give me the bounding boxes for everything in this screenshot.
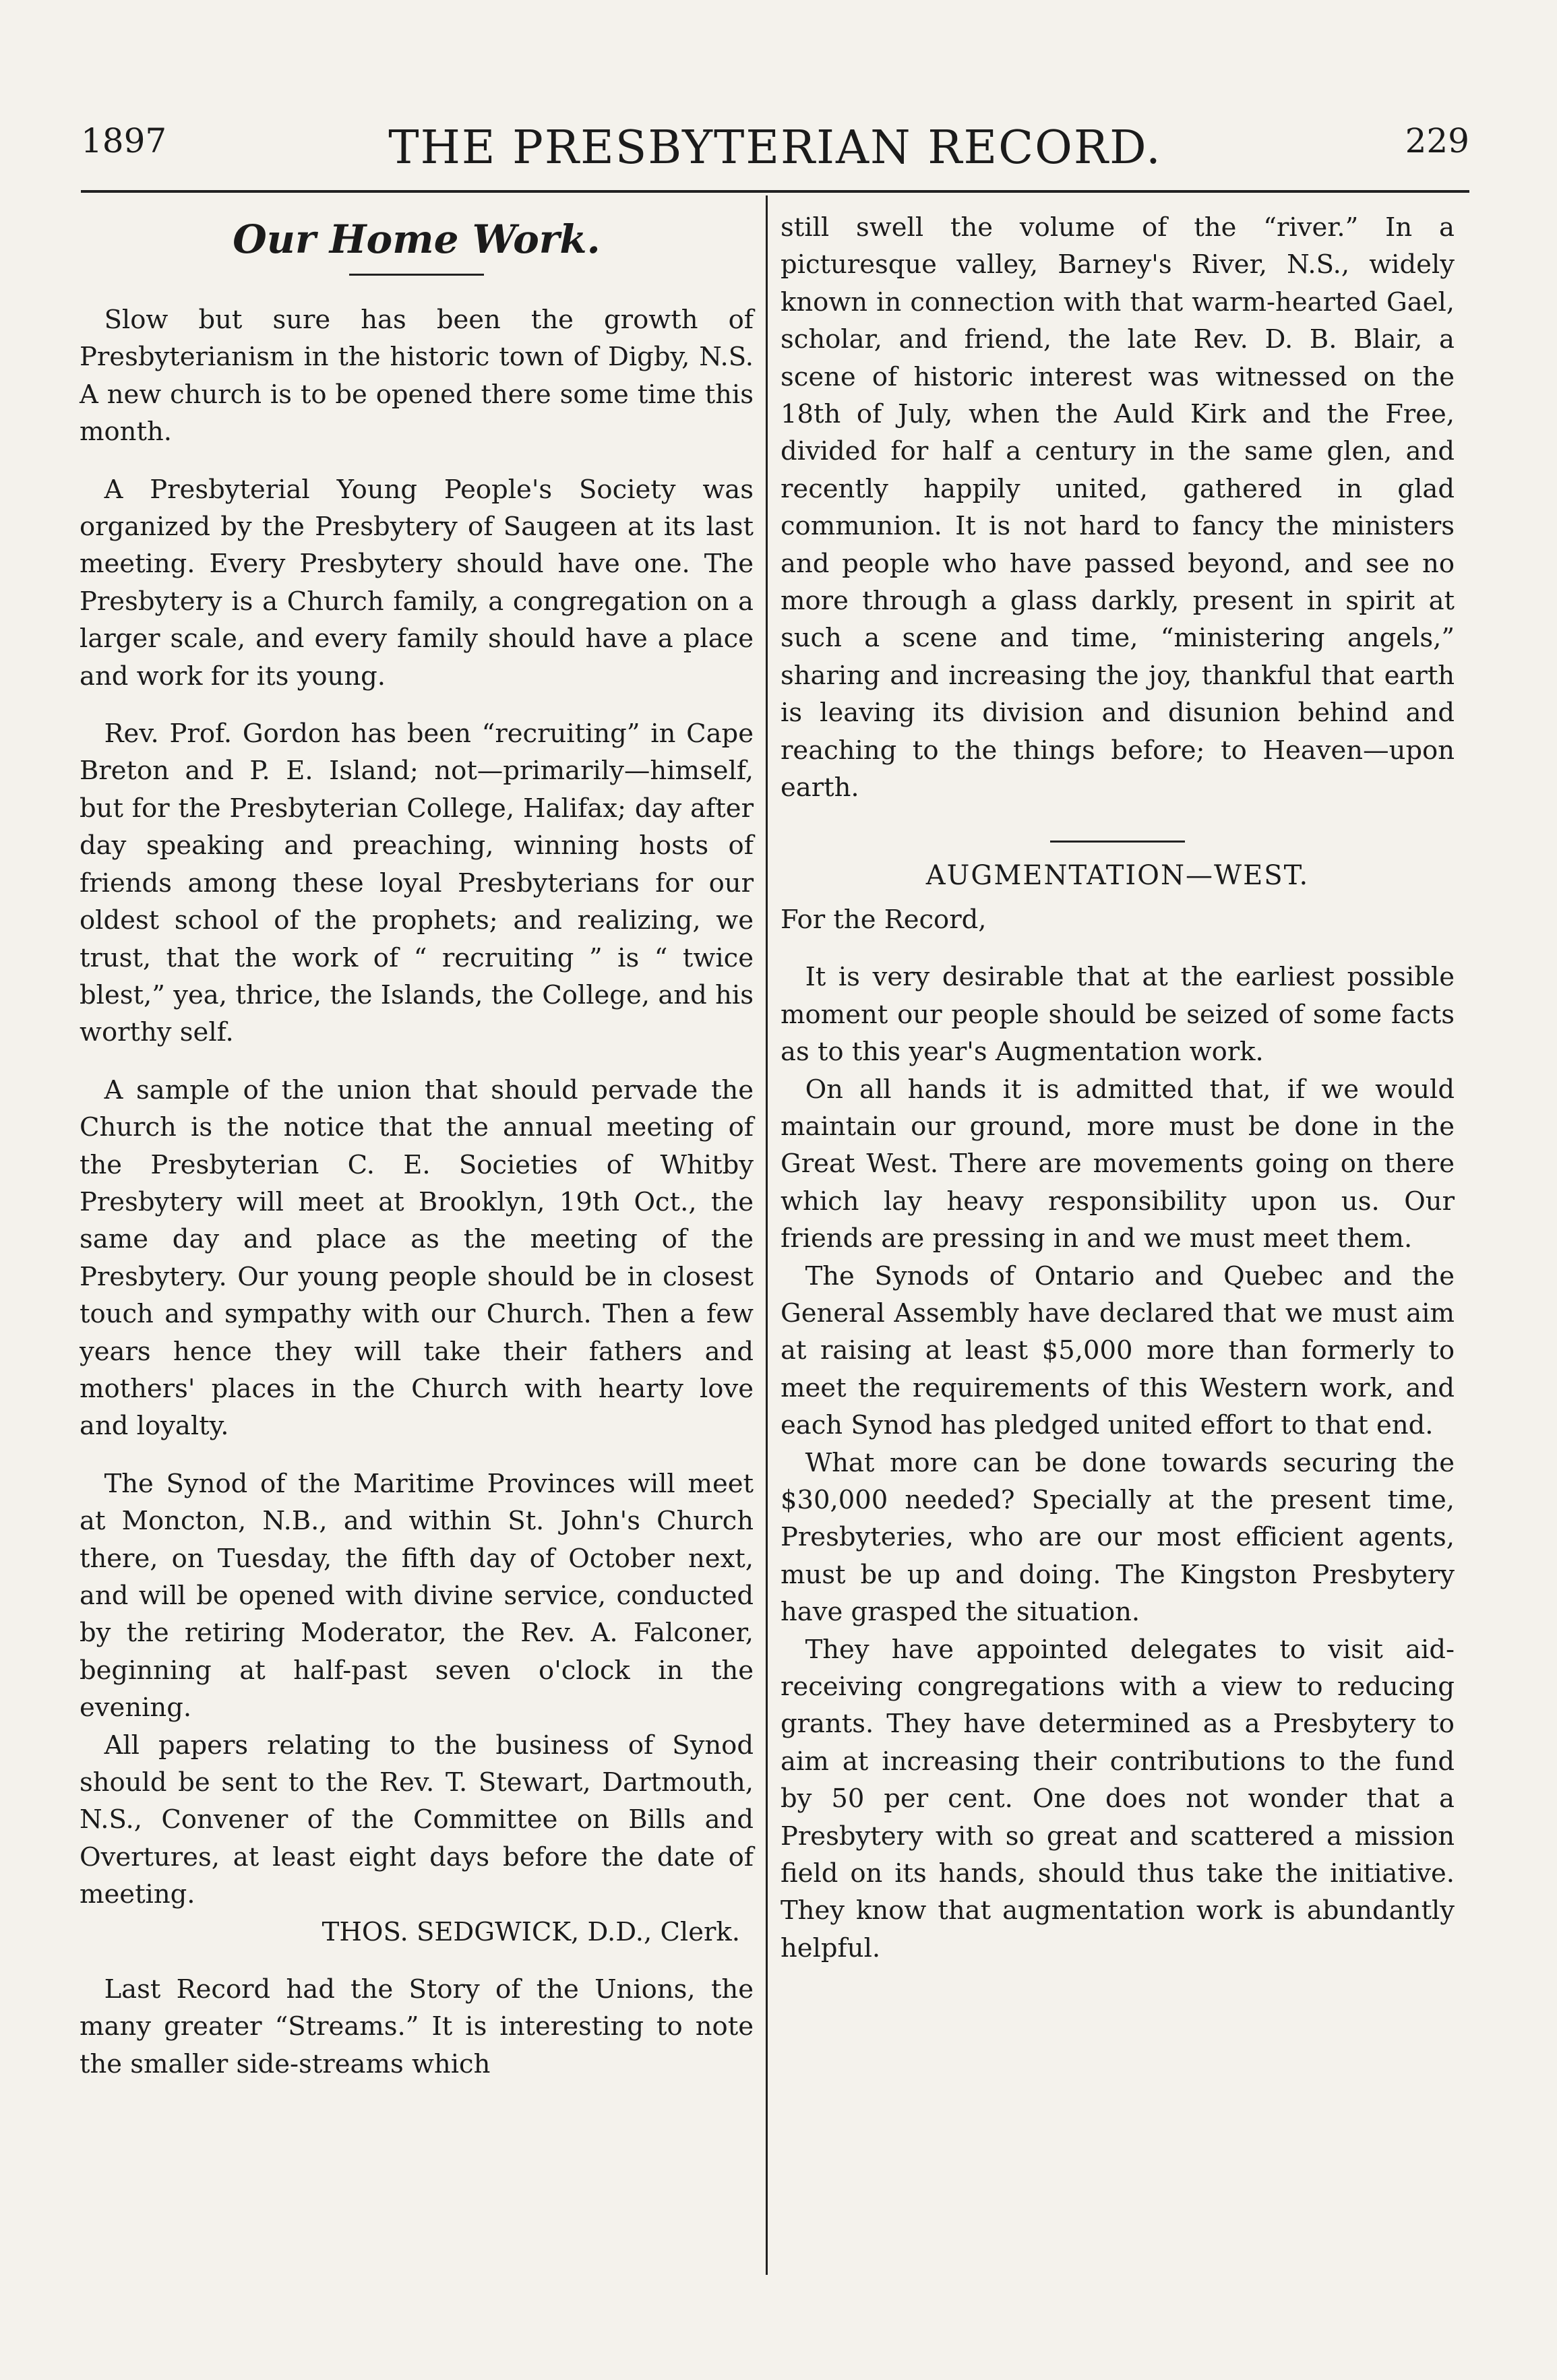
section-title: Our Home Work. [233, 216, 601, 262]
byline: For the Record, [781, 904, 987, 935]
right-column [781, 209, 1455, 1967]
paragraph-young-peoples-society: A Presbyterial Young People's Society was organized by the Presbytery of Saugeen at its last meeting. Every Presbytery should have one. The Presbytery is a Church family, a congregation on a larger scale, and every family should have a place and work for its young. [80, 474, 754, 692]
paragraph-last-record: Last Record had the Story of the Unions, the many greater “Streams.” It is interesting to note the smaller side-streams which [80, 1974, 754, 2079]
paragraph-digby: Slow but sure has been the growth of Presbyterianism in the historic town of Digby, N.S. A new church is to be opened there some time this month. [80, 305, 754, 448]
header-rule [81, 190, 1469, 193]
paragraph-prof-gordon: Rev. Prof. Gordon has been “recruiting” in Cape Breton and P. E. Island; not—primarily—himself, but for the Presbyterian College, Halifax; day after day speaking and preaching, winning hosts of friends among these loyal Presbyterians for our oldest school of the prophets; and realizing, we trust, that the work of “ recruiting ” is “ twice blest,” yea, thrice, the Islands, the College, and his worthy self. [80, 719, 754, 1048]
section-separator [1050, 841, 1185, 843]
paragraph-synod-papers: All papers relating to the business of Synod should be sent to the Rev. T. Stewart, Dartmouth, N.S., Convener of the Committee on Bills and Overtures, at least eight days before the date of meeting. [80, 1730, 754, 1910]
left-column [80, 209, 754, 2083]
paragraph-augmentation-4: What more can be done towards securing the $30,000 needed? Specially at the present time, Presbyteries, who are our most efficient agents, must be up and doing. The Kingston Presbytery have grasped the situation. [781, 1447, 1455, 1628]
paragraph-union-sample: A sample of the union that should pervade the Church is the notice that the annual meeting of the Presbyterian C. E. Societies of Whitby Presbytery will meet at Brooklyn, 19th Oct., the same day and place as the meeting of the Presbytery. Our young people should be in closest touch and sympathy with our Church. Then a few years hence they will take their fathers and mothers' places in the Church with hearty love and loyalty. [80, 1074, 754, 1442]
paragraph-augmentation-5: They have appointed delegates to visit aid-receiving congregations with a view to reducing grants. They have determined as a Presbytery to aim at increasing their contributions to the fund by 50 per cent. One does not wonder that a Presbytery with so great and scattered a mission field on its hands, should thus take the initiative. They know that augmentation work is abundantly helpful. [781, 1634, 1455, 1963]
column-divider [766, 195, 768, 2275]
paragraph-augmentation-3: The Synods of Ontario and Quebec and the General Assembly have declared that we must aim at raising at least $5,000 more than formerly to meet the requirements of this Western work, and each Synod has pledged united effort to that end. [781, 1260, 1455, 1441]
page-year: 1897 [81, 121, 167, 160]
article-heading: AUGMENTATION—WEST. [925, 859, 1310, 891]
paragraph-augmentation-2: On all hands it is admitted that, if we would maintain our ground, more must be done in the Great West. There are movements going on there which lay heavy responsibility upon us. Our friends are pressing in and we must meet them. [781, 1074, 1455, 1254]
publication-title: THE PRESBYTERIAN RECORD. [388, 121, 1162, 175]
paragraph-augmentation-1: It is very desirable that at the earliest possible moment our people should be seized of some facts as to this year's Augmentation work. [781, 962, 1455, 1068]
paragraph-synod-meeting: The Synod of the Maritime Provinces will meet at Moncton, N.B., and within St. John's Church there, on Tuesday, the fifth day of October next, and will be opened with divine service, conducted by the retiring Moderator, the Rev. A. Falconer, beginning at half-past seven o'clock in the evening. [80, 1468, 754, 1723]
paragraph-continuation: still swell the volume of the “river.” In a picturesque valley, Barney's River, N.S., widely known in connection with that warm-hearted Gael, scholar, and friend, the late Rev. D. B. Blair, a scene of historic interest was witnessed on the 18th of July, when the Auld Kirk and the Free, divided for half a century in the same glen, and recently happily united, gathered in glad communion. It is not hard to fancy the ministers and people who have passed beyond, and see no more through a glass darkly, present in spirit at such a scene and time, “ministering angels,” sharing and increasing the joy, thankful that earth is leaving its division and disunion behind and reaching to the things before; to Heaven—upon earth. [781, 212, 1455, 803]
signature: THOS. SEDGWICK, D.D., Clerk. [322, 1916, 740, 1947]
page-header [81, 121, 1469, 182]
page-number: 229 [1405, 121, 1469, 160]
title-rule [349, 274, 484, 276]
